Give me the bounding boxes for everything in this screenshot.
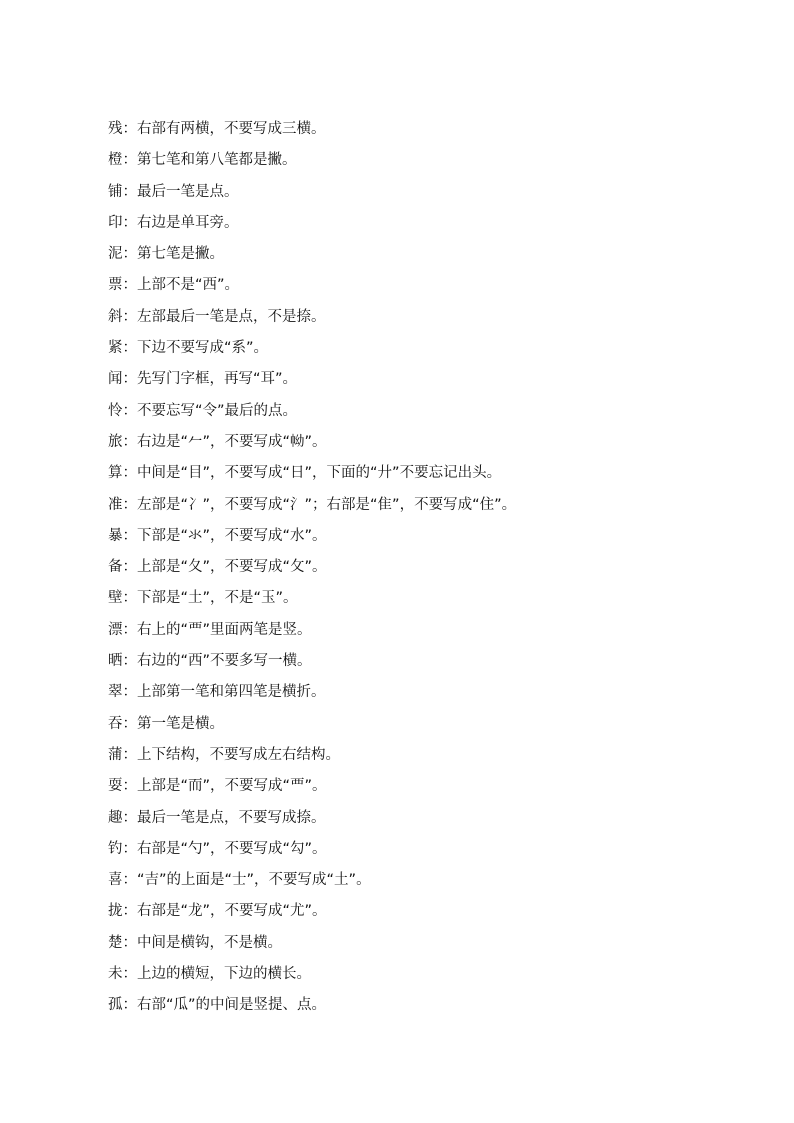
entry-separator: ： (122, 152, 137, 169)
entry-note: 右边是单耳旁。 (137, 214, 239, 231)
entry-character: 闻 (108, 371, 123, 388)
entry-character: 铺 (108, 183, 123, 200)
list-item (108, 865, 768, 896)
entry-character: 趣 (108, 809, 123, 826)
entry-separator: ： (122, 934, 137, 951)
entry-character: 泥 (108, 246, 123, 263)
entry-note: 右部是“龙”，不要写成“尤”。 (137, 903, 327, 920)
entry-note: 右部有两横，不要写成三横。 (137, 121, 326, 137)
entry-note: 上下结构，不要写成左右结构。 (137, 746, 340, 763)
list-item (108, 959, 768, 990)
entry-character: 拢 (108, 903, 123, 920)
entry-note: 第七笔是撇。 (137, 246, 224, 263)
entry-note: 右部是“勺”，不要写成“勾”。 (137, 840, 327, 857)
entry-separator: ： (122, 872, 137, 889)
entry-note: 第一笔是横。 (137, 715, 224, 732)
entry-character: 翠 (108, 684, 123, 701)
entry-separator: ： (122, 433, 137, 450)
list-item (108, 521, 768, 552)
entry-separator: ： (122, 840, 137, 857)
list-item (108, 239, 768, 270)
list-item (108, 834, 768, 865)
entry-character: 暴 (108, 527, 123, 544)
entry-character: 漂 (108, 621, 123, 638)
entry-character: 票 (108, 277, 123, 294)
list-item (108, 677, 768, 708)
entry-character: 钓 (108, 840, 123, 857)
entry-note: 右边的“西”不要多写一横。 (137, 653, 312, 670)
list-item (108, 177, 768, 208)
entry-separator: ： (122, 277, 137, 294)
entry-note: 上部是“而”，不要写成“覀”。 (137, 778, 327, 795)
entry-character: 孤 (108, 997, 123, 1014)
entry-character: 蒲 (108, 746, 123, 763)
entry-separator: ： (122, 903, 137, 920)
entry-note: 最后一笔是点，不要写成捺。 (137, 809, 326, 826)
entry-note: 右部“瓜”的中间是竖提、点。 (137, 997, 327, 1014)
entry-note: 中间是“目”，不要写成“日”，下面的“廾”不要忘记出头。 (137, 465, 502, 482)
entry-separator: ： (122, 997, 137, 1014)
entry-character: 备 (108, 559, 123, 576)
entry-note: 中间是横钩，不是横。 (137, 934, 282, 951)
entry-separator: ： (122, 214, 137, 231)
entry-separator: ： (122, 183, 137, 200)
entry-note: 不要忘写“令”最后的点。 (137, 402, 298, 419)
entry-note: 右边是“𠂉”，不要写成“𢂊”。 (137, 433, 327, 450)
list-item (108, 302, 768, 333)
character-notes-list (108, 114, 768, 1022)
entry-separator: ： (122, 778, 137, 795)
list-item (108, 896, 768, 927)
entry-character: 算 (108, 465, 123, 482)
entry-separator: ： (122, 621, 137, 638)
entry-separator: ： (122, 121, 137, 137)
entry-character: 耍 (108, 778, 123, 795)
entry-separator: ： (122, 371, 137, 388)
entry-separator: ： (122, 684, 137, 701)
entry-character: 斜 (108, 308, 123, 325)
entry-note: 先写门字框，再写“耳”。 (137, 371, 298, 388)
list-item (108, 145, 768, 176)
list-item (108, 364, 768, 395)
entry-note: 下部是“土”，不是“玉”。 (137, 590, 298, 607)
entry-separator: ： (122, 496, 137, 513)
list-item (108, 803, 768, 834)
entry-character: 壁 (108, 590, 123, 607)
entry-note: “吉”的上面是“士”，不要写成“土”。 (137, 872, 371, 889)
list-item (108, 583, 768, 614)
entry-separator: ： (122, 966, 137, 983)
list-item (108, 114, 768, 145)
entry-character: 残 (108, 121, 123, 137)
list-item (108, 333, 768, 364)
entry-note: 上边的横短，下边的横长。 (137, 966, 311, 983)
entry-character: 橙 (108, 152, 123, 169)
list-item (108, 270, 768, 301)
entry-separator: ： (122, 715, 137, 732)
entry-separator: ： (122, 465, 137, 482)
list-item (108, 552, 768, 583)
list-item (108, 396, 768, 427)
entry-note: 左部最后一笔是点，不是捺。 (137, 308, 326, 325)
entry-note: 最后一笔是点。 (137, 183, 239, 200)
list-item (108, 740, 768, 771)
entry-character: 未 (108, 966, 123, 983)
entry-separator: ： (122, 308, 137, 325)
entry-separator: ： (122, 653, 137, 670)
entry-character: 印 (108, 214, 123, 231)
entry-note: 下边不要写成“系”。 (137, 340, 269, 357)
entry-separator: ： (122, 559, 137, 576)
entry-character: 喜 (108, 872, 123, 889)
list-item (108, 646, 768, 677)
list-item (108, 615, 768, 646)
entry-note: 下部是“氺”，不要写成“水”。 (137, 527, 327, 544)
entry-separator: ： (122, 402, 137, 419)
entry-separator: ： (122, 246, 137, 263)
entry-character: 晒 (108, 653, 123, 670)
entry-note: 左部是“冫”，不要写成“氵”；右部是“隹”，不要写成“住”。 (137, 496, 517, 513)
list-item (108, 458, 768, 489)
entry-character: 吞 (108, 715, 123, 732)
list-item (108, 771, 768, 802)
entry-separator: ： (122, 340, 137, 357)
entry-separator: ： (122, 809, 137, 826)
list-item (108, 928, 768, 959)
entry-note: 上部第一笔和第四笔是横折。 (137, 684, 326, 701)
entry-separator: ： (122, 746, 137, 763)
list-item (108, 490, 768, 521)
list-item (108, 427, 768, 458)
entry-note: 上部不是“西”。 (137, 277, 240, 294)
list-item (108, 990, 768, 1021)
list-item (108, 709, 768, 740)
list-item (108, 208, 768, 239)
entry-note: 上部是“夂”，不要写成“攵”。 (137, 559, 327, 576)
entry-character: 怜 (108, 402, 123, 419)
entry-separator: ： (122, 527, 137, 544)
entry-character: 楚 (108, 934, 123, 951)
entry-note: 右上的“覀”里面两笔是竖。 (137, 621, 312, 638)
entry-character: 紧 (108, 340, 123, 357)
entry-separator: ： (122, 590, 137, 607)
entry-character: 旅 (108, 433, 123, 450)
entry-character: 准 (108, 496, 123, 513)
entry-note: 第七笔和第八笔都是撇。 (137, 152, 297, 169)
